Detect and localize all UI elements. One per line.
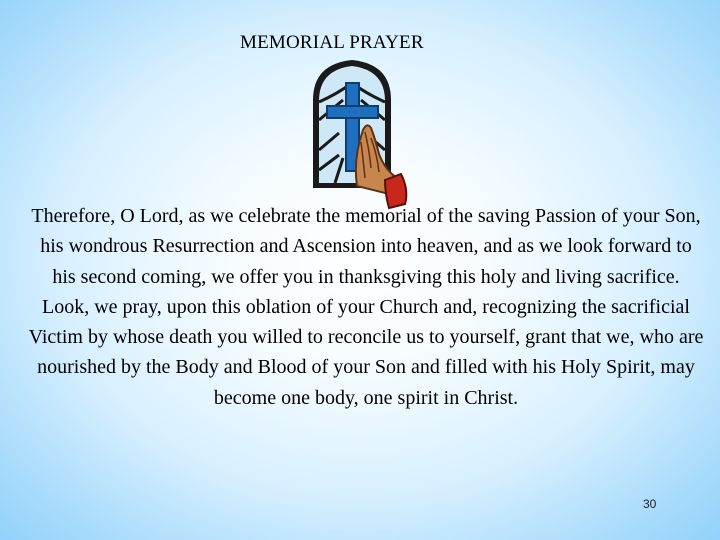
- prayer-paragraph: Look, we pray, upon this oblation of your Church and, recognizing the sacrificial Victim by whose death you willed to reconcile us to yourself, grant that we, who are nourished by the Body and Blood of your Son and filled with his Holy Spirit, may become one body, one spirit in Christ.: [28, 295, 704, 409]
- stained-glass-praying-hands-icon: [305, 58, 420, 210]
- page-number: 30: [643, 497, 657, 511]
- prayer-text: [28, 201, 704, 413]
- slide-title: MEMORIAL PRAYER: [240, 32, 424, 53]
- prayer-paragraph: Therefore, O Lord, as we celebrate the memorial of the saving Passion of your Son, his wondrous Resurrection and Ascension into heaven, and as we look forward to his second coming, we offer you in thanksgiving this holy and living sacrifice.: [31, 205, 701, 288]
